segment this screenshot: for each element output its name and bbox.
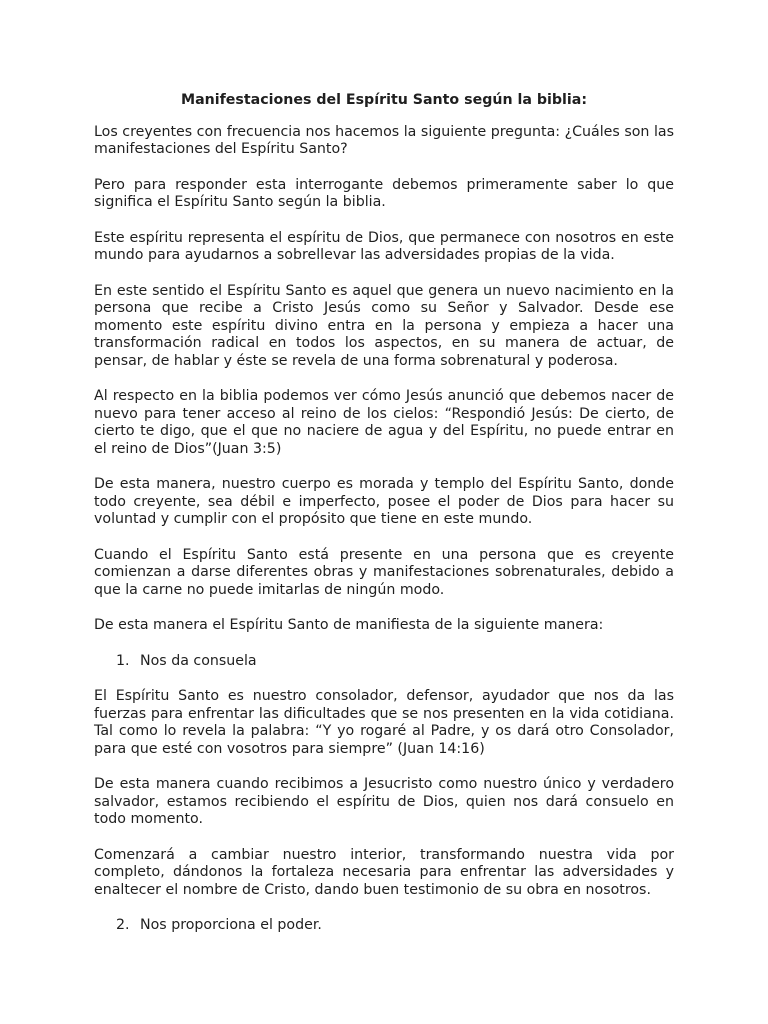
paragraph-new-birth: En este sentido el Espíritu Santo es aquel que genera un nuevo nacimiento en la persona que recibe a Cristo Jesús como su Señor y Salvador. Desde ese momento este espíritu divino entra en la persona y empieza a hacer una transformación radical en todos los aspectos, en su manera de actuar, de pensar, de hablar y éste se revela de una forma sobrenatural y poderosa. (94, 282, 674, 369)
paragraph-temple: De esta manera, nuestro cuerpo es morada y templo del Espíritu Santo, donde todo creyente, sea débil e imperfecto, posee el poder de Dios para hacer su voluntad y cumplir con el propósito que tiene en este mundo. (94, 476, 674, 527)
list-item-power (94, 917, 674, 935)
list-item-comfort (94, 653, 674, 671)
list-number: 2. (116, 917, 130, 933)
list-text: Nos da consuela (140, 652, 257, 669)
paragraph-list-intro: De esta manera el Espíritu Santo de manifiesta de la siguiente manera: (94, 617, 604, 633)
paragraph-transformation: Comenzará a cambiar nuestro interior, transformando nuestra vida por completo, dándonos la fortaleza necesaria para enfrentar las adversidades y enaltecer el nombre de Cristo, dando buen testimonio de su obra en nosotros. (94, 846, 674, 898)
paragraph-comforter: El Espíritu Santo es nuestro consolador, defensor, ayudador que nos da las fuerzas para enfrentar las dificultades que se nos presenten en la vida cotidiana. Tal como lo revela la palabra: “Y yo rogaré al Padre, y os dará otro Consolador, para que esté con vosotros para siempre” (Juan 14:16) (94, 688, 674, 757)
list-number: 1. (116, 652, 130, 669)
paragraph-manifestations: Cuando el Espíritu Santo está presente en una persona que es creyente comienzan a darse diferentes obras y manifestaciones sobrenaturales, debido a que la carne no puede imitarlas de ningún modo. (94, 546, 674, 598)
paragraph-definition-need: Pero para responder esta interrogante debemos primeramente saber lo que significa el Espíritu Santo según la biblia. (94, 176, 674, 210)
paragraph-intro-question: Los creyentes con frecuencia nos hacemos la siguiente pregunta: ¿Cuáles son las manifestaciones del Espíritu Santo? (94, 123, 674, 157)
paragraph-john-3-5: Al respecto en la biblia podemos ver cómo Jesús anunció que debemos nacer de nuevo para tener acceso al reino de los cielos: “Respondió Jesús: De cierto, de cierto te digo, que el que no naciere de agua y del Espíritu, no puede entrar en el reino de Dios”(Juan 3:5) (94, 388, 674, 457)
paragraph-receive-jesus: De esta manera cuando recibimos a Jesucristo como nuestro único y verdadero salvador, estamos recibiendo el espíritu de Dios, quien nos dará consuelo en todo momento. (94, 776, 674, 827)
list-text: Nos proporciona el poder. (140, 917, 322, 933)
document-title: Manifestaciones del Espíritu Santo según la biblia: (180, 92, 588, 108)
paragraph-spirit-of-god: Este espíritu representa el espíritu de Dios, que permanece con nosotros en este mundo para ayudarnos a sobrellevar las adversidades propias de la vida. (94, 229, 674, 263)
